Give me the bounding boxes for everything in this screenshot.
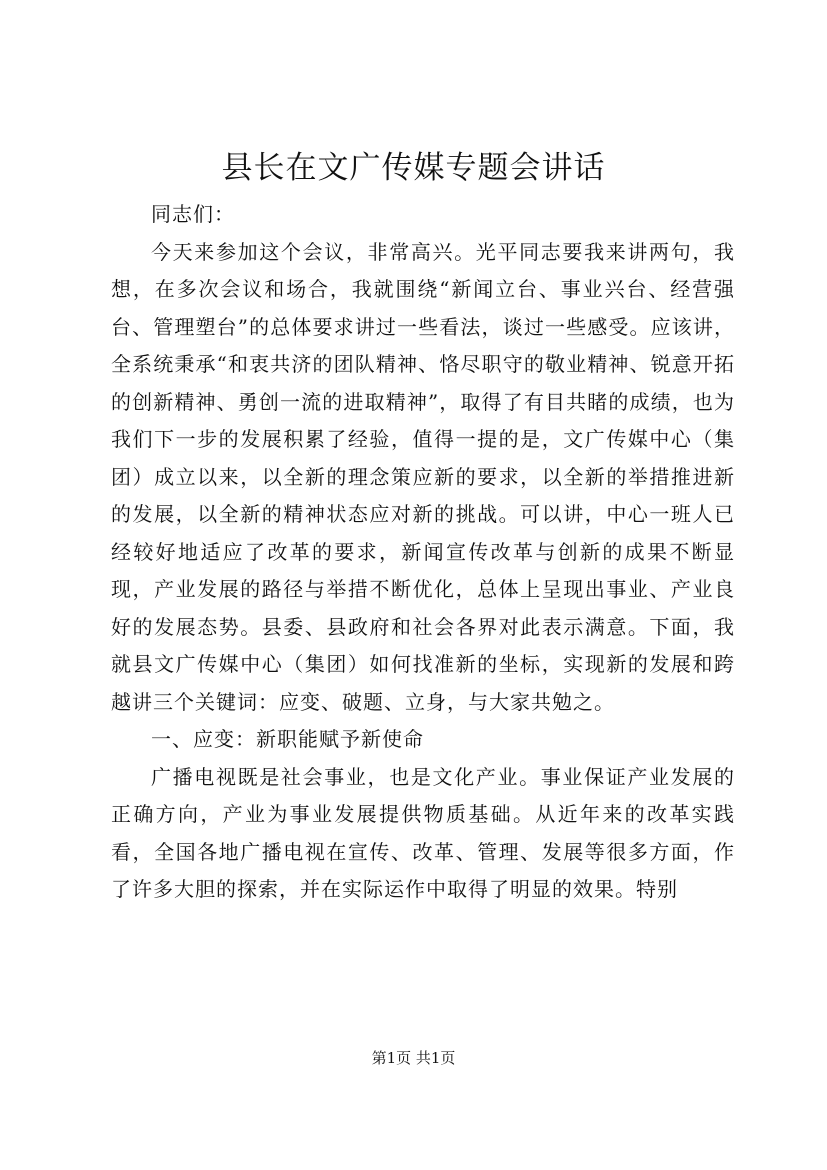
document-title: 县长在文广传媒专题会讲话	[221, 150, 606, 186]
section-heading: 一、应变：新职能赋予新使命	[151, 727, 424, 751]
page-footer: 第1页 共1页	[371, 1049, 456, 1067]
document-body	[111, 196, 735, 909]
salutation-paragraph: 同志们：	[151, 202, 235, 226]
body-paragraph: 广播电视既是社会事业，也是文化产业。事业保证产业发展的正确方向，产业为事业发展提供物质基础。从近年来的改革实践看，全国各地广播电视在宣传、改革、管理、发展等很多方面，作了许多大胆的探索，并在实际运作中取得了明显的效果。特别	[111, 764, 735, 901]
body-paragraph: 今天来参加这个会议，非常高兴。光平同志要我来讲两句，我想，在多次会议和场合，我就围绕“新闻立台、事业兴台、经营强台、管理塑台”的总体要求讲过一些看法，谈过一些感受。应该讲，全系统秉承“和衷共济的团队精神、恪尽职守的敬业精神、锐意开拓的创新精神、勇创一流的进取精神”，取得了有目共睹的成绩，也为我们下一步的发展积累了经验，值得一提的是，文广传媒中心（集团）成立以来，以全新的理念策应新的要求，以全新的举措推进新的发展，以全新的精神状态应对新的挑战。可以讲，中心一班人已经较好地适应了改革的要求，新闻宣传改革与创新的成果不断显现，产业发展的路径与举措不断优化，总体上呈现出事业、产业良好的发展态势。县委、县政府和社会各界对此表示满意。下面，我就县文广传媒中心（集团）如何找准新的坐标，实现新的发展和跨越讲三个关键词：应变、破题、立身，与大家共勉之。	[111, 239, 735, 714]
